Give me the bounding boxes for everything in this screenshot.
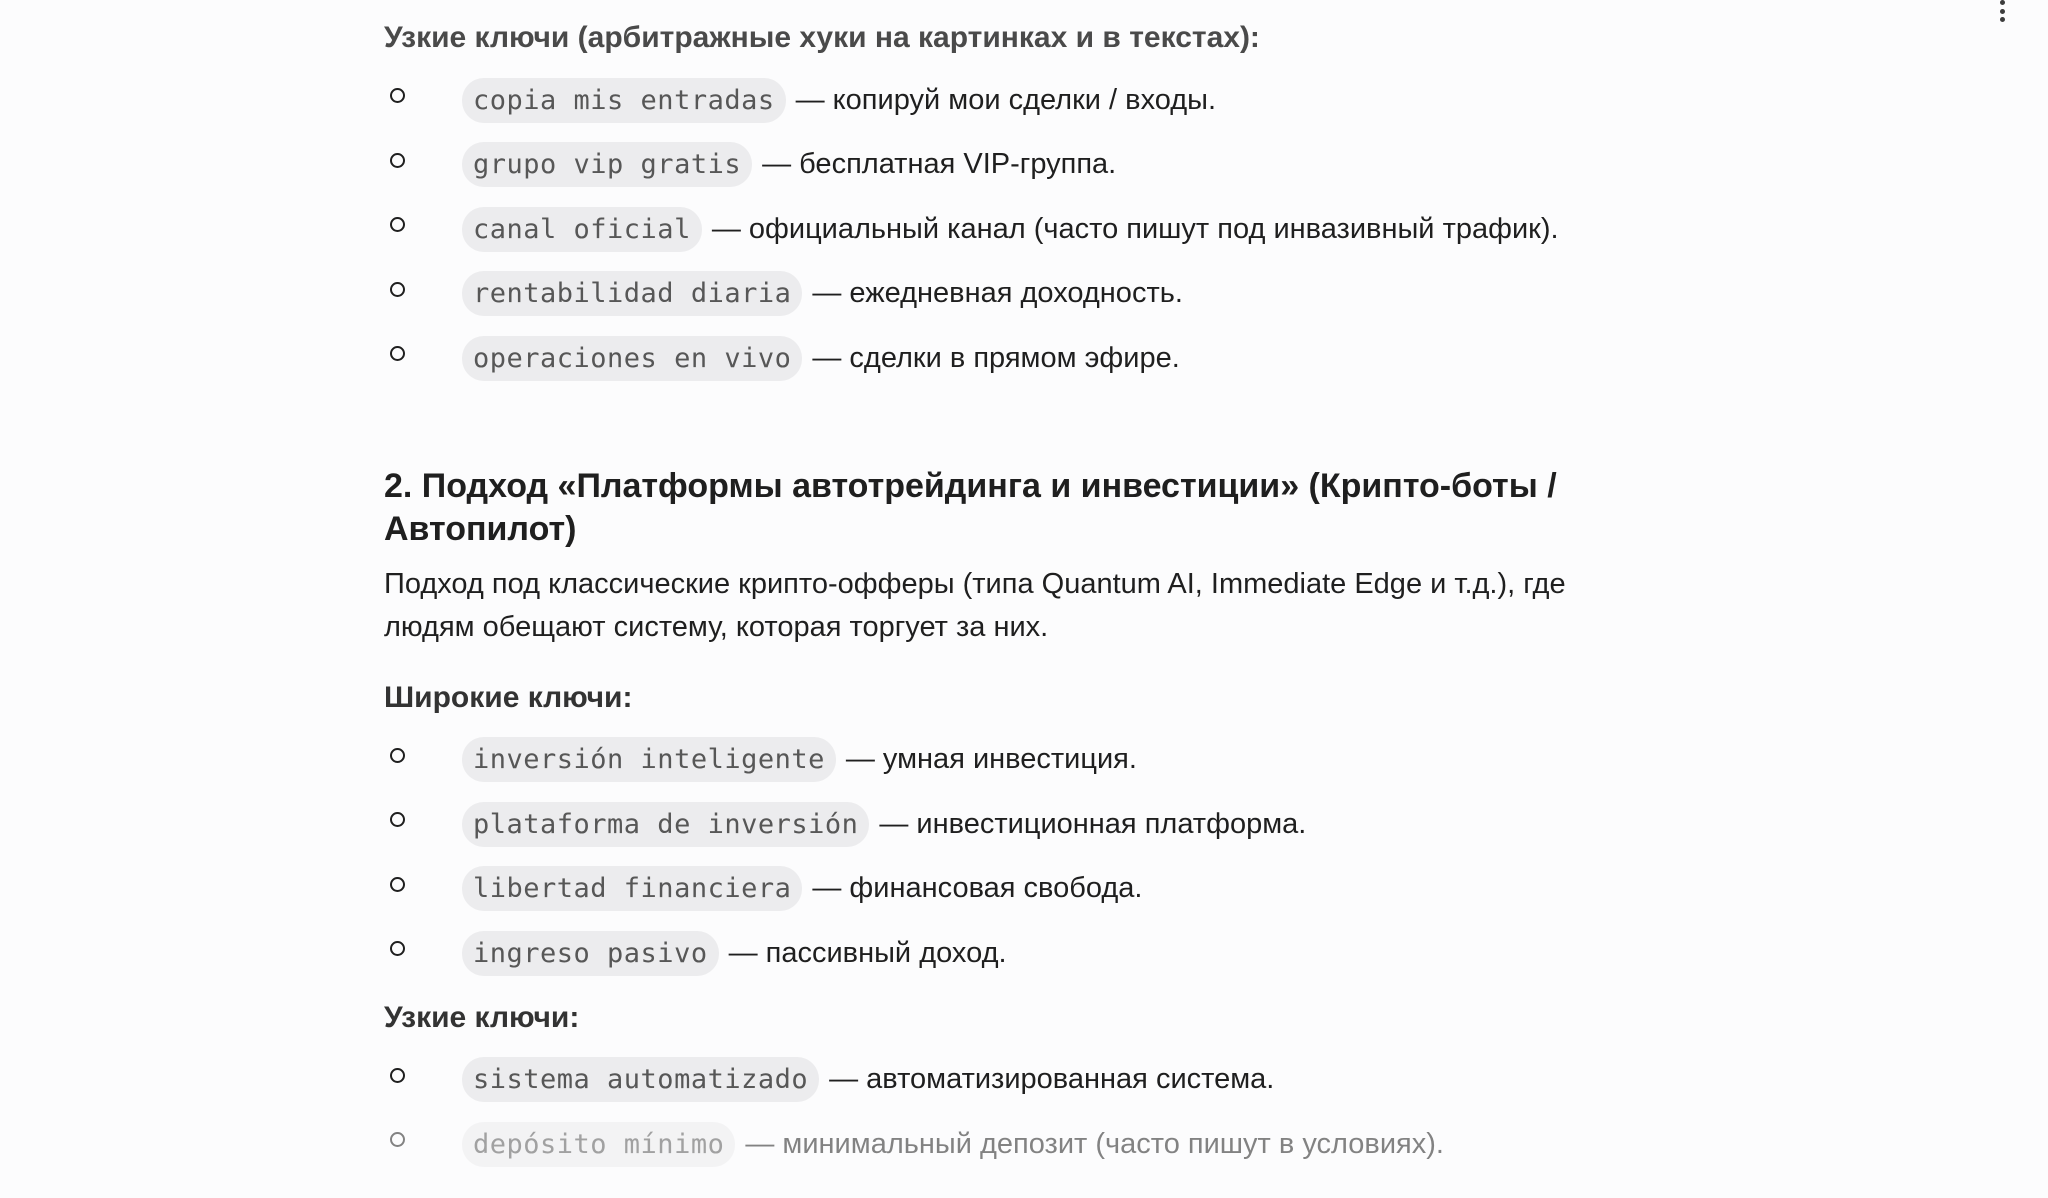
keyword-description: — финансовая свобода. bbox=[812, 872, 1143, 905]
keyword-description: — бесплатная VIP-группа. bbox=[762, 148, 1117, 181]
list-item bbox=[384, 1112, 1644, 1177]
keyword-description: — официальный канал (часто пишут под инвазивный трафик). bbox=[711, 212, 1559, 245]
bullet-icon bbox=[390, 153, 405, 168]
keyword-chip: grupo vip gratis bbox=[462, 142, 752, 187]
keyword-description: — копируй мои сделки / входы. bbox=[795, 83, 1217, 116]
bullet-icon bbox=[390, 88, 405, 103]
list-item bbox=[384, 326, 1644, 391]
list-item bbox=[384, 262, 1644, 327]
bullet-icon bbox=[390, 941, 405, 956]
more-dot bbox=[2000, 9, 2005, 14]
section-intro bbox=[384, 563, 1644, 649]
bullet-icon bbox=[390, 1068, 405, 1083]
narrow-keys-heading: Узкие ключи (арбитражные хуки на картинках и в текстах): bbox=[384, 21, 1260, 54]
list-item bbox=[384, 133, 1644, 198]
keyword-chip: operaciones en vivo bbox=[462, 336, 802, 381]
narrow-keys-heading: Узкие ключи: bbox=[384, 1000, 580, 1034]
keyword-chip: depósito mínimo bbox=[462, 1122, 735, 1167]
keyword-chip: ingreso pasivo bbox=[462, 931, 719, 976]
section-heading bbox=[384, 465, 1644, 551]
bullet-icon bbox=[390, 346, 405, 361]
keyword-description: — минимальный депозит (часто пишут в условиях). bbox=[745, 1127, 1444, 1160]
broad-keys-list bbox=[384, 728, 1644, 986]
bullet-icon bbox=[390, 217, 405, 232]
keyword-chip: canal oficial bbox=[462, 207, 702, 252]
response-content bbox=[384, 14, 1644, 1177]
keyword-description: — умная инвестиция. bbox=[845, 743, 1137, 776]
bullet-icon bbox=[390, 877, 405, 892]
keyword-description: — автоматизированная система. bbox=[829, 1063, 1275, 1096]
keyword-description: — сделки в прямом эфире. bbox=[812, 341, 1180, 374]
narrow-keys-list bbox=[384, 1048, 1644, 1177]
list-item bbox=[384, 921, 1644, 986]
list-item bbox=[384, 68, 1644, 133]
keyword-chip: plataforma de inversión bbox=[462, 802, 869, 847]
bullet-icon bbox=[390, 748, 405, 763]
bullet-icon bbox=[390, 812, 405, 827]
list-item bbox=[384, 792, 1644, 857]
list-item bbox=[384, 1048, 1644, 1113]
keyword-chip: copia mis entradas bbox=[462, 78, 786, 123]
keyword-description: — ежедневная доходность. bbox=[812, 277, 1183, 310]
keyword-chip: sistema automatizado bbox=[462, 1057, 819, 1102]
list-item bbox=[384, 857, 1644, 922]
list-item bbox=[384, 728, 1644, 793]
narrow-keys-list bbox=[384, 68, 1644, 391]
bullet-icon bbox=[390, 1132, 405, 1147]
keyword-description: — инвестиционная платформа. bbox=[879, 807, 1307, 840]
more-vert-icon[interactable] bbox=[1998, 0, 2006, 22]
list-item bbox=[384, 197, 1644, 262]
section-heading-line: 2. Подход «Платформы автотрейдинга и инвестиции» (Крипто-боты / bbox=[384, 466, 1557, 505]
bullet-icon bbox=[390, 282, 405, 297]
intro-line: людям обещают систему, которая торгует за них. bbox=[384, 610, 1049, 643]
keyword-chip: rentabilidad diaria bbox=[462, 271, 802, 316]
more-dot bbox=[2000, 0, 2005, 5]
more-dot bbox=[2000, 17, 2005, 22]
keyword-chip: libertad financiera bbox=[462, 866, 802, 911]
section-heading-line: Автопилот) bbox=[384, 509, 577, 548]
keyword-description: — пассивный доход. bbox=[728, 936, 1007, 969]
keyword-chip: inversión inteligente bbox=[462, 737, 836, 782]
intro-line: Подход под классические крипто-офферы (типа Quantum AI, Immediate Edge и т.д.), где bbox=[384, 567, 1566, 600]
broad-keys-heading: Широкие ключи: bbox=[384, 680, 633, 714]
